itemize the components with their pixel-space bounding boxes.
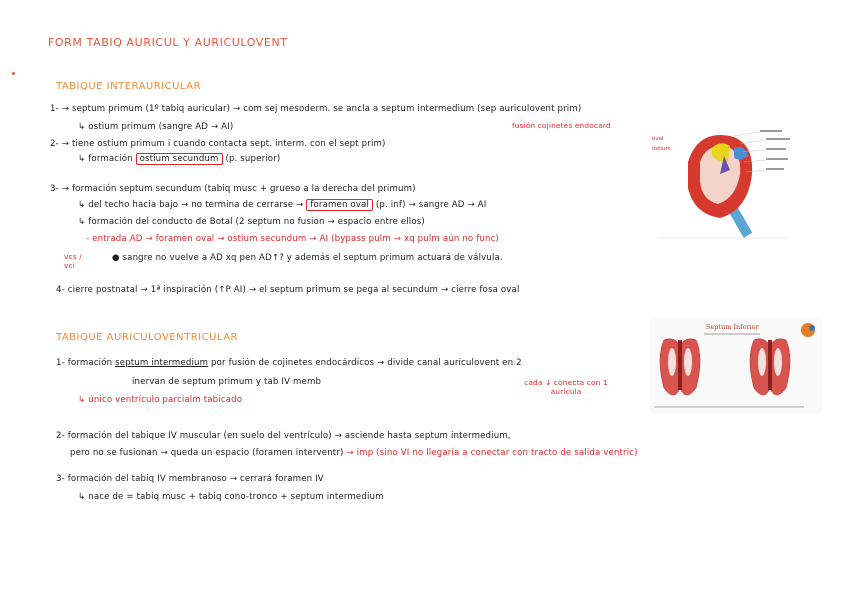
note-text-red: → imp (sino VI no llegaría a conectar con tracto de salida ventric)	[346, 448, 638, 458]
note-line: 3- formación del tabiq IV membranoso → cerrará foramen IV	[56, 474, 324, 484]
note-line: 2- formación del tabique IV muscular (en suelo del ventrículo) → asciende hasta septum intermedium,	[56, 431, 511, 441]
underlined-term: septum intermedium	[115, 358, 209, 368]
note-line	[56, 358, 522, 368]
boxed-term: foramen oval	[306, 199, 373, 211]
side-note: fusión cojinetes endocard	[512, 121, 611, 130]
heart-septum-figure	[648, 122, 798, 242]
note-line	[78, 200, 486, 210]
note-line	[78, 154, 280, 164]
section-heading-auriculoventricular: TABIQUE AURICULOVENTRICULAR	[56, 332, 238, 343]
note-line: ● sangre no vuelve a AD xq pen AD↑? y además el septum primum actuará de válvula.	[112, 253, 503, 263]
figure-title: Septum Inferior	[706, 323, 759, 331]
note-text: por fusión de cojinetes endocárdicos → divide canal auriculovent en 2	[211, 358, 522, 368]
note-text: (p. superior)	[225, 154, 281, 164]
side-note: cada ↓ conecta con 1 aurícula	[524, 378, 608, 396]
boxed-term: ostium secundum	[136, 153, 223, 165]
note-line: 3- → formación septum secundum (tabiq musc + grueso a la derecha del primum)	[50, 184, 416, 194]
document-title: FORM TABIQ AURICUL Y AURICULOVENT	[48, 36, 288, 49]
section-heading-interauricular: TABIQUE INTERAURICULAR	[56, 81, 202, 92]
figure-label: oval	[652, 136, 664, 142]
note-line: 4- cierre postnatal → 1ª inspiración (↑P AI) → el septum primum se pega al secundum → cierre fosa oval	[56, 285, 520, 295]
note-line-red: - entrada AD → foramen oval → ostium secundum → AI (bypass pulm → xq pulm aún no func)	[86, 234, 499, 244]
av-septum-figure	[650, 318, 822, 414]
note-text: 1- formación	[56, 358, 113, 368]
note-text: ↳ formación	[78, 154, 133, 164]
note-text: (p. inf) → sangre AD → AI	[375, 200, 487, 210]
side-note: vcs / vci	[64, 252, 82, 270]
note-line: 1- → septum primum (1º tabiq auricular) → com sej mesoderm. se ancla a septum intermedium (sep auriculovent prim)	[50, 104, 582, 114]
note-line	[70, 448, 638, 458]
note-line: ↳ nace de = tabiq musc + tabiq cono-tronco + septum intermedium	[78, 492, 384, 502]
note-line: 2- → tiene ostium primum i cuando contacta sept. interm. con el sept prim)	[50, 139, 386, 149]
note-line: inervan de septum primum y tab IV memb	[132, 377, 322, 387]
note-text: ↳ del techo hacia bajo → no termina de cerrarse →	[78, 200, 304, 210]
figure-label: ostium	[652, 146, 671, 152]
note-line: ↳ ostium primum (sangre AD → AI)	[78, 122, 234, 132]
stray-dot	[12, 72, 15, 75]
note-line: ↳ formación del conducto de Botal (2 septum no fusion → espacio entre ellos)	[78, 217, 425, 227]
note-line-red: ↳ único ventrículo parcialm tabicado	[78, 395, 243, 405]
note-text: pero no se fusionan → queda un espacio (foramen interventr)	[70, 448, 344, 458]
